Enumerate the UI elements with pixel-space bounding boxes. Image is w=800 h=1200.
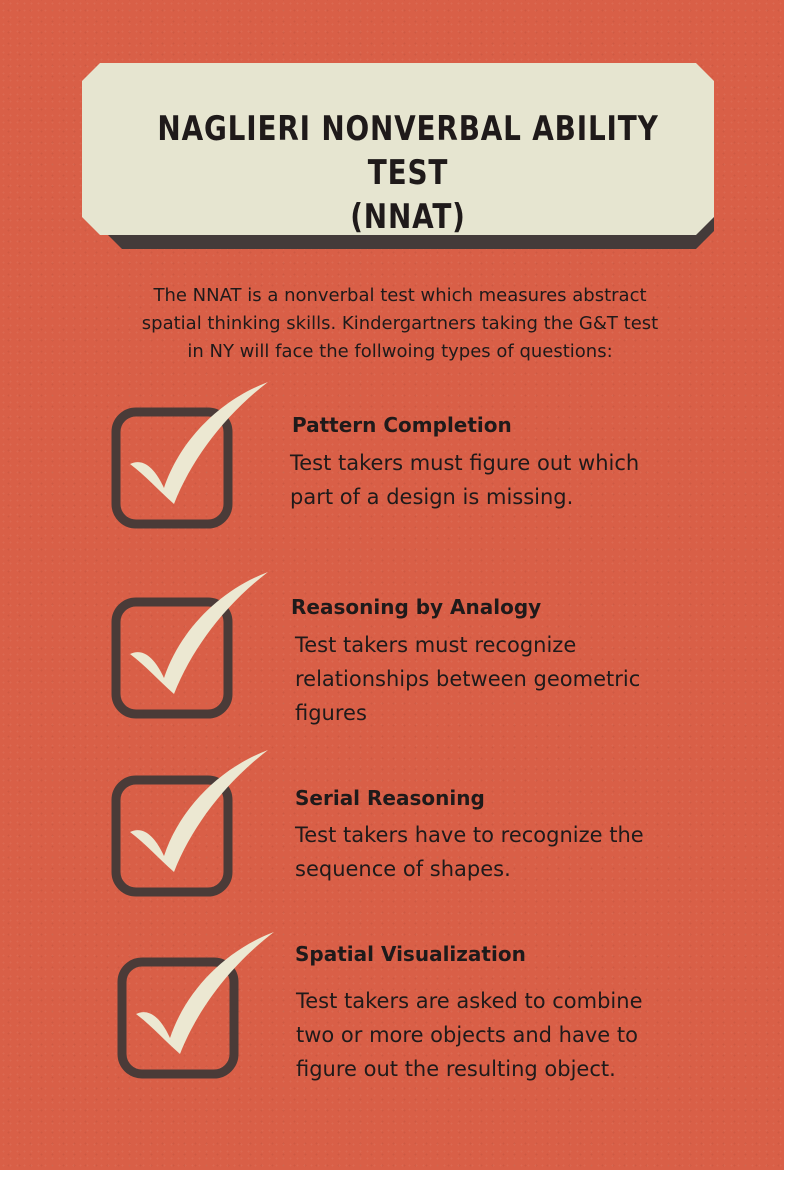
checkbox-check-icon	[114, 928, 284, 1088]
intro-line-3: in NY will face the follwoing types of questions:	[187, 341, 613, 362]
item-description-line-2: two or more objects and have to	[296, 1023, 638, 1047]
intro-line-1: The NNAT is a nonverbal test which measures abstract	[153, 285, 647, 306]
item-title: Spatial Visualization	[295, 942, 526, 966]
intro-paragraph	[100, 282, 700, 366]
item-description-line-2: part of a design is missing.	[290, 485, 574, 509]
item-description-line-1: Test takers must figure out which	[290, 451, 640, 475]
item-description-line-1: Test takers must recognize	[295, 633, 577, 657]
item-description	[295, 818, 644, 886]
item-description-line-3: figure out the resulting object.	[296, 1057, 616, 1081]
intro-line-2: spatial thinking skills. Kindergartners taking the G&T test	[141, 313, 659, 334]
item-description-line-2: relationships between geometric	[295, 667, 641, 691]
item-description-line-2: sequence of shapes.	[295, 857, 511, 881]
item-description-line-1: Test takers have to recognize the	[295, 823, 644, 847]
title-banner	[82, 63, 714, 243]
item-title: Reasoning by Analogy	[291, 595, 542, 619]
item-description-line-3: figures	[295, 701, 367, 725]
page-title	[141, 107, 676, 239]
checkbox-check-icon	[108, 568, 278, 728]
item-title: Serial Reasoning	[295, 786, 485, 810]
item-description	[290, 446, 639, 514]
item-description	[295, 628, 640, 730]
item-description	[296, 984, 643, 1086]
item-title: Pattern Completion	[292, 413, 512, 437]
checkbox-check-icon	[108, 378, 278, 538]
checkbox-check-icon	[108, 746, 278, 906]
page-title-line-2: (NNAT)	[350, 197, 466, 237]
page-title-line-1: NAGLIERI NONVERBAL ABILITY TEST	[157, 109, 659, 193]
item-description-line-1: Test takers are asked to combine	[296, 989, 643, 1013]
